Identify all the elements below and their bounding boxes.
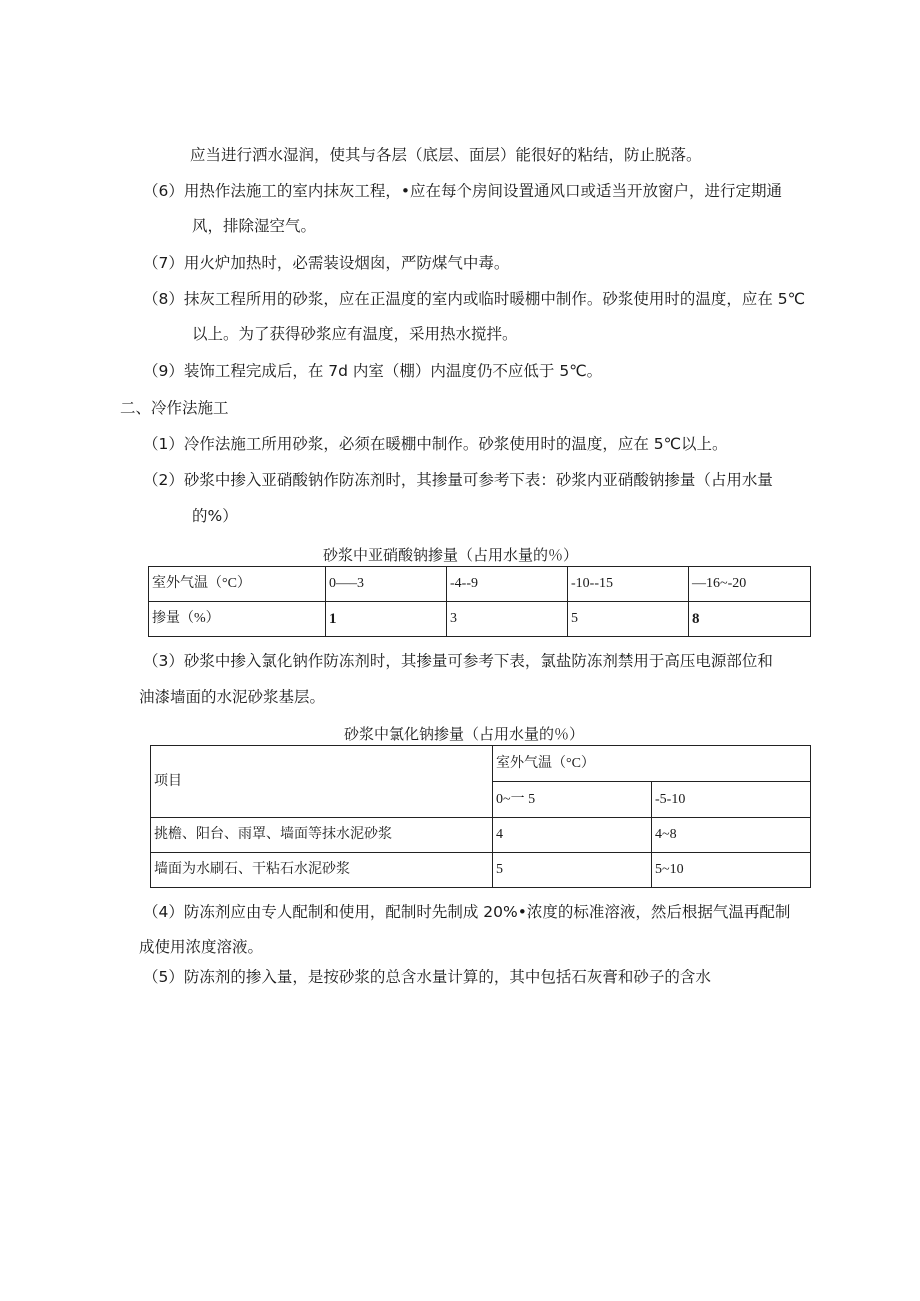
table-cell: 0—–3 bbox=[326, 567, 447, 602]
sodium-chloride-table bbox=[150, 745, 811, 888]
table-header-item: 项目 bbox=[151, 746, 493, 818]
paragraph-cold-5: （5）防冻剂的掺入量，是按砂浆的总含水量计算的，其中包括石灰膏和砂子的含水 bbox=[143, 968, 711, 986]
paragraph-cold-1: （1）冷作法施工所用砂浆，必须在暖棚中制作。砂浆使用时的温度，应在 5℃以上。 bbox=[143, 435, 728, 453]
table-cell: 室外气温（°C） bbox=[149, 567, 326, 602]
table-row bbox=[149, 602, 811, 637]
table-cell: 4~8 bbox=[652, 818, 811, 853]
paragraph-cold-3-cont: 油漆墙面的水泥砂浆基层。 bbox=[139, 688, 326, 706]
paragraph-cold-2-cont: 的%） bbox=[192, 507, 238, 525]
paragraph-cold-2: （2）砂浆中掺入亚硝酸钠作防冻剂时，其掺量可参考下表：砂浆内亚硝酸钠掺量（占用水量 bbox=[143, 471, 773, 489]
paragraph-item-8: （8）抹灰工程所用的砂浆，应在正温度的室内或临时暖棚中制作。砂浆使用时的温度，应在 5℃ bbox=[143, 290, 806, 308]
table-header-temperature: 室外气温（°C） bbox=[493, 746, 811, 782]
table-cell: 3 bbox=[447, 602, 568, 637]
paragraph-cold-3: （3）砂浆中掺入氯化钠作防冻剂时，其掺量可参考下表，氯盐防冻剂禁用于高压电源部位和 bbox=[143, 652, 773, 670]
table-cell: 1 bbox=[326, 602, 447, 637]
table-cell: -5-10 bbox=[652, 782, 811, 818]
table-cell: 5 bbox=[568, 602, 689, 637]
table-cell: -4--9 bbox=[447, 567, 568, 602]
table-cell: 4 bbox=[493, 818, 652, 853]
table-cell: 8 bbox=[689, 602, 811, 637]
sodium-nitrite-table bbox=[148, 566, 811, 637]
table-cell: —16~-20 bbox=[689, 567, 811, 602]
paragraph-cold-4: （4）防冻剂应由专人配制和使用，配制时先制成 20%•浓度的标准溶液，然后根据气温再配制 bbox=[143, 903, 791, 921]
section-heading-cold-method: 二、冷作法施工 bbox=[120, 399, 229, 417]
paragraph-item-9: （9）装饰工程完成后，在 7d 内室（棚）内温度仍不应低于 5℃。 bbox=[143, 362, 603, 380]
paragraph-item-6: （6）用热作法施工的室内抹灰工程，•应在每个房间设置通风口或适当开放窗户，进行定期通 bbox=[143, 182, 783, 200]
paragraph-item-6-cont: 风，排除湿空气。 bbox=[192, 217, 317, 235]
table-row bbox=[149, 567, 811, 602]
table-cell: 墙面为水刷石、干粘石水泥砂浆 bbox=[151, 853, 493, 888]
table2-caption: 砂浆中氯化钠掺量（占用水量的％） bbox=[344, 725, 585, 743]
table-row bbox=[151, 853, 811, 888]
paragraph-continuation: 应当进行洒水湿润，使其与各层（底层、面层）能很好的粘结，防止脱落。 bbox=[190, 146, 702, 164]
table-cell: 5~10 bbox=[652, 853, 811, 888]
table-cell: 0~一 5 bbox=[493, 782, 652, 818]
table-cell: 5 bbox=[493, 853, 652, 888]
table-cell: 挑檐、阳台、雨罩、墙面等抹水泥砂浆 bbox=[151, 818, 493, 853]
paragraph-cold-4-cont: 成使用浓度溶液。 bbox=[139, 938, 264, 956]
table-row bbox=[151, 746, 811, 782]
paragraph-item-7: （7）用火炉加热时，必需装设烟囱，严防煤气中毒。 bbox=[143, 254, 510, 272]
table1-caption: 砂浆中亚硝酸钠掺量（占用水量的％） bbox=[323, 546, 579, 564]
table-row bbox=[151, 818, 811, 853]
table-cell: 掺量（%） bbox=[149, 602, 326, 637]
paragraph-item-8-cont: 以上。为了获得砂浆应有温度，采用热水搅拌。 bbox=[192, 325, 518, 343]
table-cell: -10--15 bbox=[568, 567, 689, 602]
